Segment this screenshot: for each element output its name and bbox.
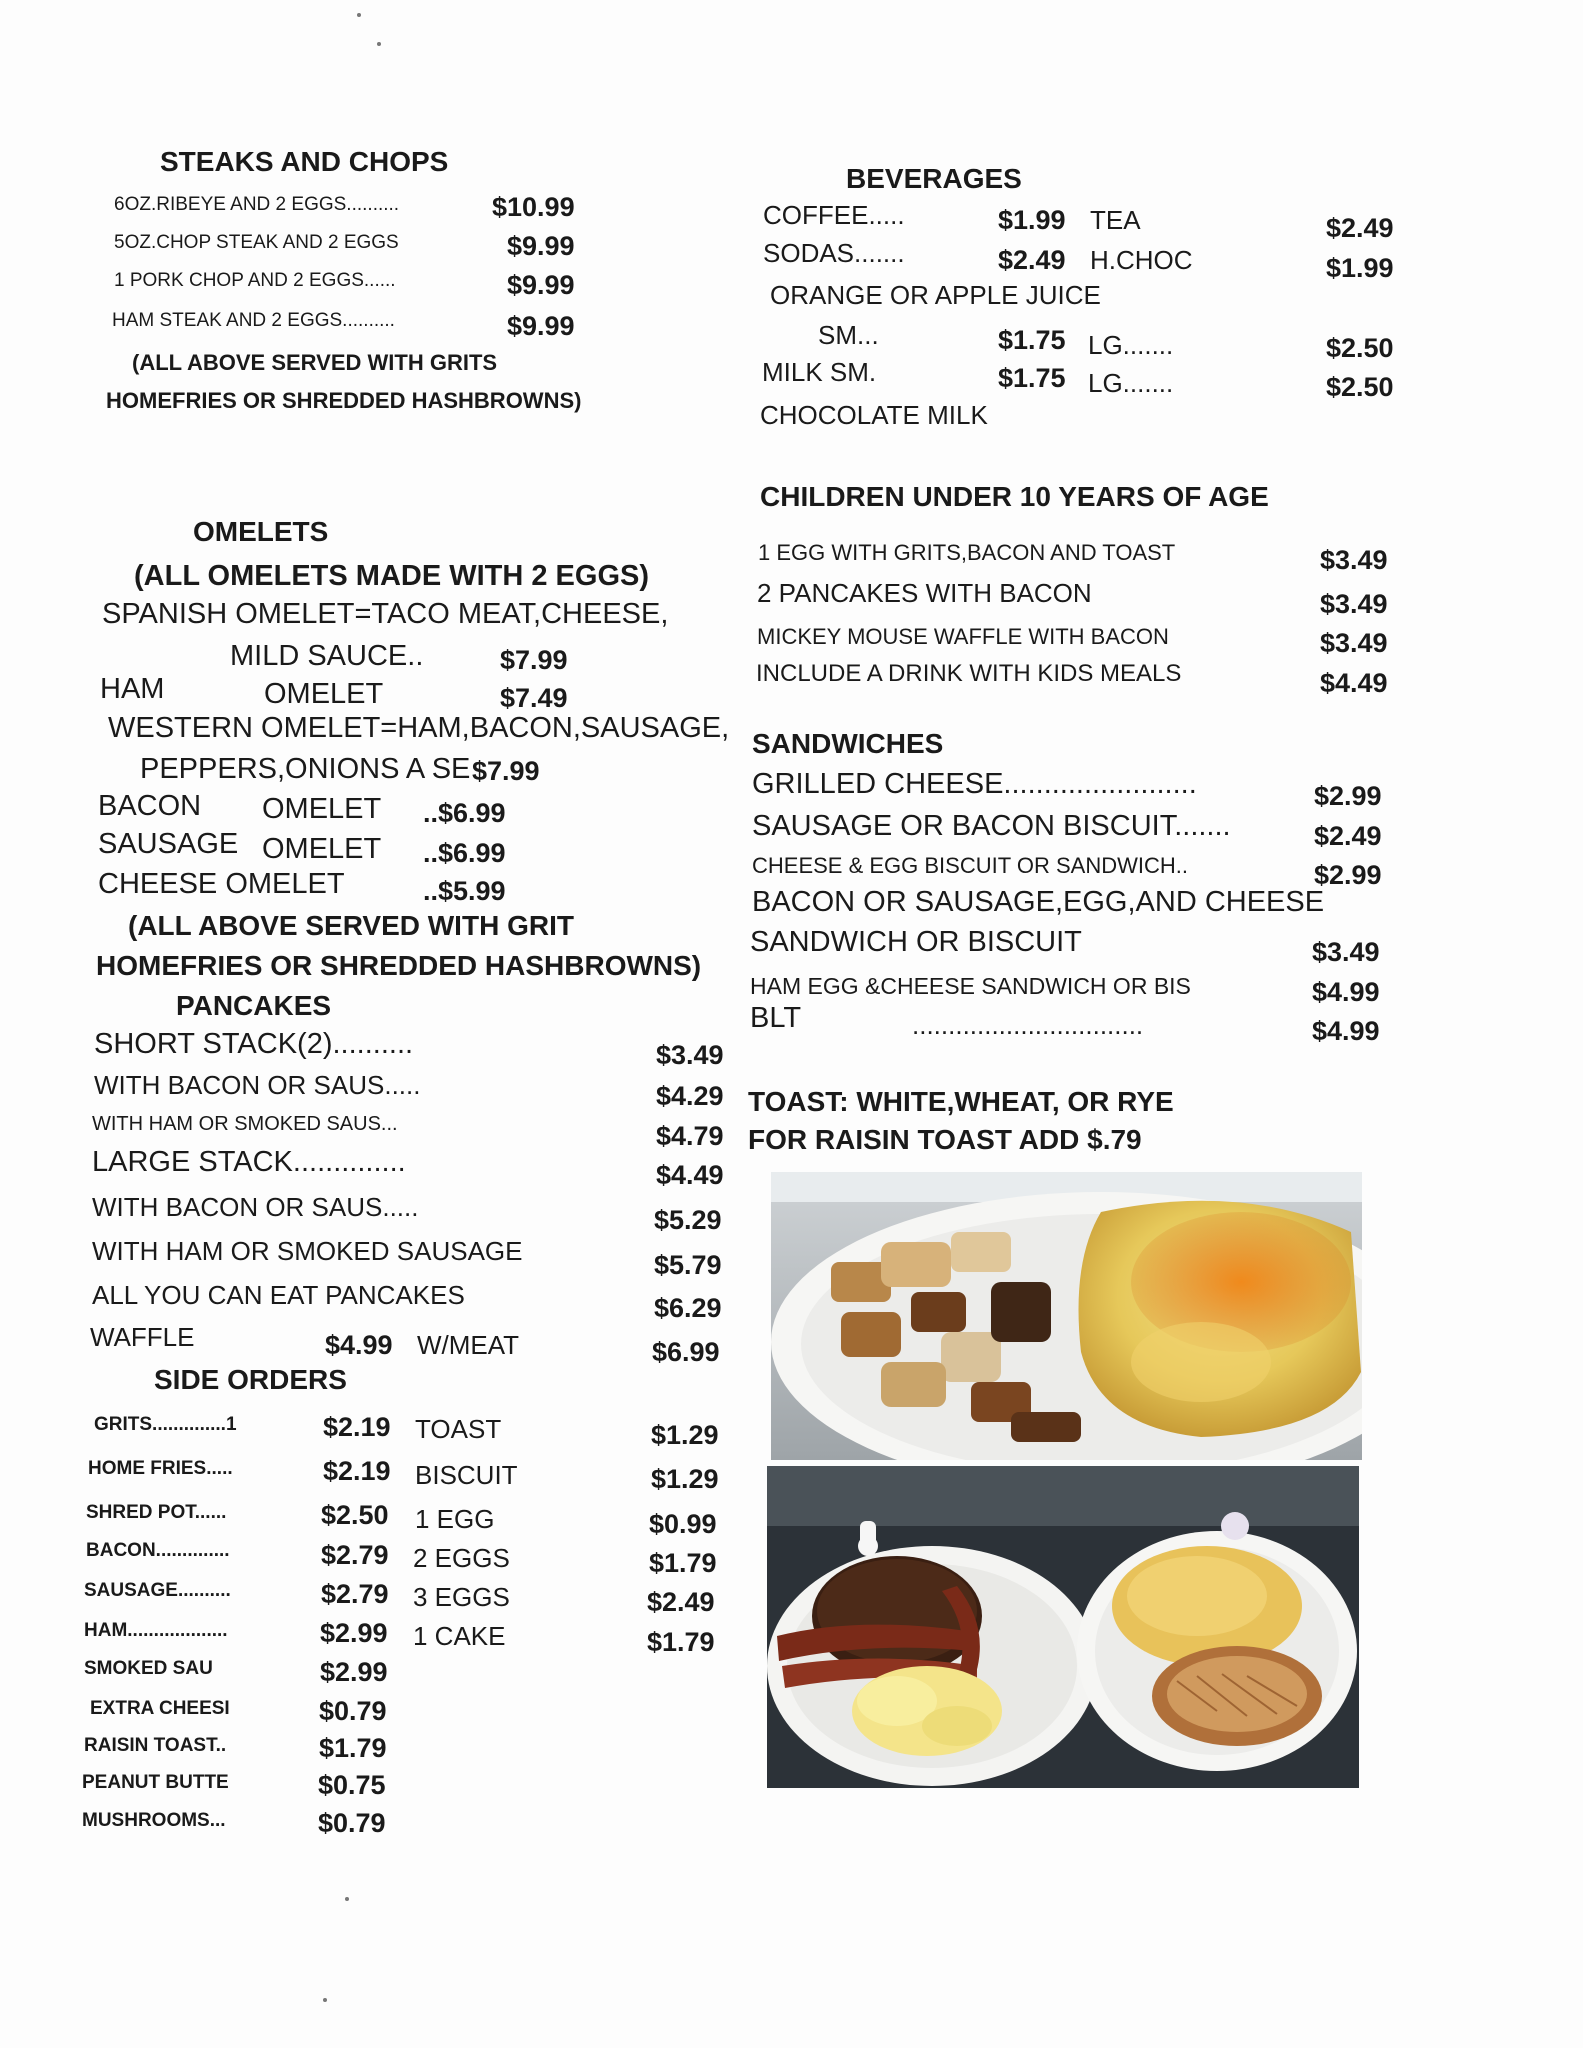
hchoc-price: $1.99 [1326,253,1394,283]
steak-item-name: 5OZ.CHOP STEAK AND 2 EGGS [114,232,399,253]
side-item-price: $0.79 [319,1696,387,1726]
side-item-name: TOAST [415,1414,502,1444]
kids-item-name: 2 PANCAKES WITH BACON [757,578,1092,608]
milk-sm-label: MILK SM. [762,357,877,387]
scan-speck [377,42,381,46]
choc-milk-label: CHOCOLATE MILK [760,400,988,430]
spanish-omelet-line1: SPANISH OMELET=TACO MEAT,CHEESE, [102,598,669,630]
blt-dots: ................................ [912,1010,1144,1040]
side-item-price: $2.79 [321,1540,389,1570]
pancake-item-name: WITH BACON OR SAUS..... [92,1192,419,1222]
bacon-omelet-label: BACON [98,790,202,822]
pancake-item-price: $5.79 [654,1250,722,1280]
side-item-name: SAUSAGE.......... [84,1580,231,1601]
western-omelet-line1: WESTERN OMELET=HAM,BACON,SAUSAGE, [108,712,730,744]
omelet-photo-image [771,1172,1362,1460]
side-item-name: BACON.............. [86,1540,230,1561]
steak-item-price: $9.99 [507,270,575,300]
side-item-price: $1.79 [647,1627,715,1657]
breakfast-plates-image [767,1466,1359,1788]
ham-egg-cheese-label: HAM EGG &CHEESE SANDWICH OR BIS [750,973,1191,999]
sausage-omelet-price: ..$6.99 [423,838,506,868]
omelets-note-2: HOMEFRIES OR SHREDDED HASHBROWNS) [96,950,702,981]
biscuit-label: SAUSAGE OR BACON BISCUIT....... [752,810,1231,842]
kids-item-price: $3.49 [1320,628,1388,658]
pancake-item-name: WITH BACON OR SAUS..... [94,1070,421,1100]
side-item-price: $1.29 [651,1464,719,1494]
steaks-note-1: (ALL ABOVE SERVED WITH GRITS [132,350,498,375]
pancake-item-name: LARGE STACK.............. [92,1146,406,1178]
side-item-name: 1 EGG [415,1504,495,1534]
side-item-name: SMOKED SAU [84,1658,213,1679]
scan-speck [357,13,361,17]
juice-sm-label: SM... [818,320,879,350]
juice-lg-label: LG....... [1088,330,1174,360]
side-item-name: MUSHROOMS... [82,1810,226,1831]
side-item-name: BISCUIT [415,1460,518,1490]
pancake-item-name: WITH HAM OR SMOKED SAUS... [92,1113,398,1135]
side-item-name: HAM................... [84,1620,228,1641]
side-item-price: $2.50 [321,1500,389,1530]
kids-item-price: $4.49 [1320,668,1388,698]
toast-note-2: FOR RAISIN TOAST ADD $.79 [748,1124,1142,1155]
wmeat-label: W/MEAT [417,1330,520,1360]
steaks-title: STEAKS AND CHOPS [160,146,449,177]
steak-item-price: $9.99 [507,311,575,341]
pancake-item-price: $5.29 [654,1205,722,1235]
steak-item-name: 1 PORK CHOP AND 2 EGGS...... [114,270,396,291]
milk-sm-price: $1.75 [998,363,1066,393]
side-item-price: $1.79 [649,1548,717,1578]
omelet-photo [771,1172,1362,1460]
pancakes-title: PANCAKES [176,990,332,1021]
coffee-price: $1.99 [998,205,1066,235]
side-item-name: 2 EGGS [413,1543,510,1573]
omelets-note-1: (ALL ABOVE SERVED WITH GRIT [128,910,574,941]
bacon-omelet-price: ..$6.99 [423,798,506,828]
side-item-price: $2.99 [320,1618,388,1648]
sodas-label: SODAS....... [763,238,905,268]
ham-omelet-label-b: OMELET [264,678,384,710]
ham-omelet-price: $7.49 [500,683,568,713]
pancake-item-price: $4.49 [656,1160,724,1190]
western-omelet-price: $7.99 [472,756,540,786]
kids-item-price: $3.49 [1320,545,1388,575]
sandwiches-title: SANDWICHES [752,728,944,759]
cheese-omelet-price: ..$5.99 [423,876,506,906]
side-item-name: 3 EGGS [413,1582,510,1612]
pancake-item-price: $6.29 [654,1293,722,1323]
bse-line2: SANDWICH OR BISCUIT [750,926,1082,958]
bse-price: $3.49 [1312,937,1380,967]
wmeat-price: $6.99 [652,1337,720,1367]
blt-label: BLT [750,1002,802,1034]
bse-line1: BACON OR SAUSAGE,EGG,AND CHEESE [752,886,1325,918]
side-item-name: HOME FRIES..... [88,1458,233,1479]
waffle-label: WAFFLE [90,1322,195,1352]
children-title: CHILDREN UNDER 10 YEARS OF AGE [760,481,1269,512]
side-item-price: $2.79 [321,1579,389,1609]
pancake-item-price: $3.49 [656,1040,724,1070]
scan-speck [345,1897,349,1901]
cheese-egg-price: $2.99 [1314,860,1382,890]
toast-note-1: TOAST: WHITE,WHEAT, OR RYE [748,1086,1174,1117]
kids-item-name: MICKEY MOUSE WAFFLE WITH BACON [757,624,1169,649]
side-item-price: $0.99 [649,1509,717,1539]
side-item-name: 1 CAKE [413,1621,506,1651]
coffee-label: COFFEE..... [763,200,905,230]
grilled-cheese-label: GRILLED CHEESE........................ [752,768,1197,800]
tea-label: TEA [1090,205,1141,235]
steak-item-price: $10.99 [492,192,575,222]
pancake-item-price: $4.79 [656,1121,724,1151]
omelets-title: OMELETS [193,516,329,547]
ham-egg-cheese-price: $4.99 [1312,977,1380,1007]
side-item-price: $1.79 [319,1733,387,1763]
juice-sm-price: $1.75 [998,325,1066,355]
side-item-name: EXTRA CHEESI [90,1698,230,1719]
side-item-price: $2.49 [647,1587,715,1617]
scan-speck [323,1998,327,2002]
biscuit-price: $2.49 [1314,821,1382,851]
pancake-item-name: SHORT STACK(2).......... [94,1028,414,1060]
spanish-omelet-price: $7.99 [500,645,568,675]
beverages-title: BEVERAGES [846,163,1022,194]
milk-lg-label: LG....... [1088,368,1174,398]
cheese-omelet-label: CHEESE OMELET [98,868,345,900]
kids-item-price: $3.49 [1320,589,1388,619]
waffle-price: $4.99 [325,1330,393,1360]
cheese-egg-label: CHEESE & EGG BISCUIT OR SANDWICH.. [752,853,1188,878]
blt-price: $4.99 [1312,1016,1380,1046]
western-omelet-line2: PEPPERS,ONIONS A SE [140,753,471,785]
side-item-price: $0.75 [318,1770,386,1800]
sausage-omelet-label-b: OMELET [262,833,382,865]
side-item-price: $2.99 [320,1657,388,1687]
breakfast-plates-photo [767,1466,1359,1788]
steak-item-price: $9.99 [507,231,575,261]
side-orders-title: SIDE ORDERS [154,1364,347,1395]
spanish-omelet-line2: MILD SAUCE.. [230,640,424,672]
omelets-subtitle: (ALL OMELETS MADE WITH 2 EGGS) [134,560,650,592]
tea-price: $2.49 [1326,213,1394,243]
milk-lg-price: $2.50 [1326,372,1394,402]
bacon-omelet-label-b: OMELET [262,793,382,825]
grilled-cheese-price: $2.99 [1314,781,1382,811]
ham-omelet-label: HAM [100,673,165,705]
side-item-name: PEANUT BUTTE [82,1772,229,1793]
side-item-price: $2.19 [323,1456,391,1486]
hchoc-label: H.CHOC [1090,245,1193,275]
pancake-item-price: $4.29 [656,1081,724,1111]
juice-label: ORANGE OR APPLE JUICE [770,280,1101,310]
pancake-item-name: WITH HAM OR SMOKED SAUSAGE [92,1236,523,1266]
side-item-price: $2.19 [323,1412,391,1442]
side-item-price: $0.79 [318,1808,386,1838]
steak-item-name: 6OZ.RIBEYE AND 2 EGGS.......... [114,194,400,215]
steaks-note-2: HOMEFRIES OR SHREDDED HASHBROWNS) [106,388,582,413]
side-item-name: RAISIN TOAST.. [84,1735,227,1756]
kids-item-name: INCLUDE A DRINK WITH KIDS MEALS [756,660,1182,687]
side-item-name: GRITS..............1 [94,1414,237,1435]
steak-item-name: HAM STEAK AND 2 EGGS.......... [112,310,395,331]
juice-lg-price: $2.50 [1326,333,1394,363]
sodas-price: $2.49 [998,245,1066,275]
kids-item-name: 1 EGG WITH GRITS,BACON AND TOAST [758,540,1176,565]
side-item-name: SHRED POT...... [86,1502,227,1523]
pancake-item-name: ALL YOU CAN EAT PANCAKES [92,1280,465,1310]
side-item-price: $1.29 [651,1420,719,1450]
sausage-omelet-label: SAUSAGE [98,828,239,860]
